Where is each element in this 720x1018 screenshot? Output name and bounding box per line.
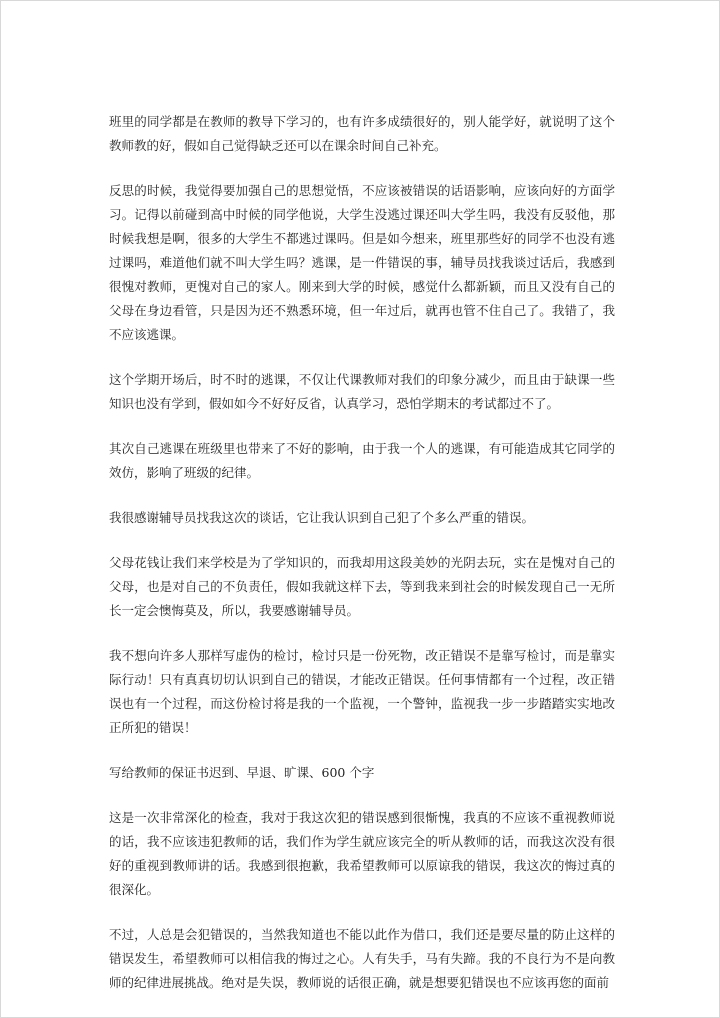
paragraph-4: 其次自己逃课在班级里也带来了不好的影响，由于我一个人的逃课，有可能造成其它同学的效仿，影响了班级的纪律。	[109, 441, 615, 480]
paragraph-3: 这个学期开场后，时不时的逃课，不仅让代课教师对我们的印象分减少，而且由于缺课一些知识也没有学到，假如如今不好好反省，认真学习，恐怕学期末的考试都过不了。	[109, 372, 615, 411]
paragraph-8: 这是一次非常深化的检查，我对于我这次犯的错误感到很惭愧，我真的不应该不重视教师说的话，我不应该违犯教师的话，我们作为学生就应该完全的听从教师的话，而我这次没有很好的重视到教师讲的话。我感到很抱歉，我希望教师可以原谅我的错误，我这次的悔过真的很深化。	[109, 810, 615, 897]
paragraph-2: 反思的时候，我觉得要加强自己的思想觉悟，不应该被错误的话语影响，应该向好的方面学习。记得以前碰到高中时候的同学他说，大学生没逃过课还叫大学生吗，我没有反驳他，那时候我想是啊，很多的大学生不都逃过课吗。但是如今想来，班里那些好的同学不也没有逃过课吗，难道他们就不叫大学生吗？逃课，是一件错误的事，辅导员找我谈过话后，我感到很愧对教师，更愧对自己的家人。刚来到大学的时候，感觉什么都新颖，而且又没有自己的父母在身边看管，只是因为还不熟悉环境，但一年过后，就再也管不住自己了。我错了，我不应该逃课。	[109, 183, 615, 342]
paragraph-9: 不过，人总是会犯错误的，当然我知道也不能以此作为借口，我们还是要尽量的防止这样的错误发生，希望教师可以相信我的悔过之心。人有失手，马有失蹄。我的不良行为不是向教师的纪律进展挑战。绝对是失误，教师说的话很正确，就是想要犯错误也不应该再您的面前	[109, 927, 615, 990]
paragraph-7: 我不想向许多人那样写虚伪的检讨，检讨只是一份死物，改正错误不是靠写检讨，而是靠实际行动！只有真真切切认识到自己的错误，才能改正错误。任何事情都有一个过程，改正错误也有一个过程，而这份检讨将是我的一个监视，一个警钟，监视我一步一步踏踏实实地改正所犯的错误！	[109, 648, 615, 735]
paragraph-5: 我很感谢辅导员找我这次的谈话，它让我认识到自己犯了个多么严重的错误。	[109, 510, 535, 525]
paragraph-6: 父母花钱让我们来学校是为了学知识的，而我却用这段美妙的光阴去玩，实在是愧对自己的父母，也是对自己的不负责任，假如我就这样下去，等到我来到社会的时候发现自己一无所长一定会懊悔莫及，所以，我要感谢辅导员。	[109, 555, 615, 618]
document-body	[109, 110, 615, 1016]
section-heading: 写给教师的保证书迟到、早退、旷课、600 个字	[109, 765, 375, 780]
paragraph-1: 班里的同学都是在教师的教导下学习的，也有许多成绩很好的，别人能学好，就说明了这个教师教的好，假如自己觉得缺乏还可以在课余时间自己补充。	[109, 114, 615, 153]
